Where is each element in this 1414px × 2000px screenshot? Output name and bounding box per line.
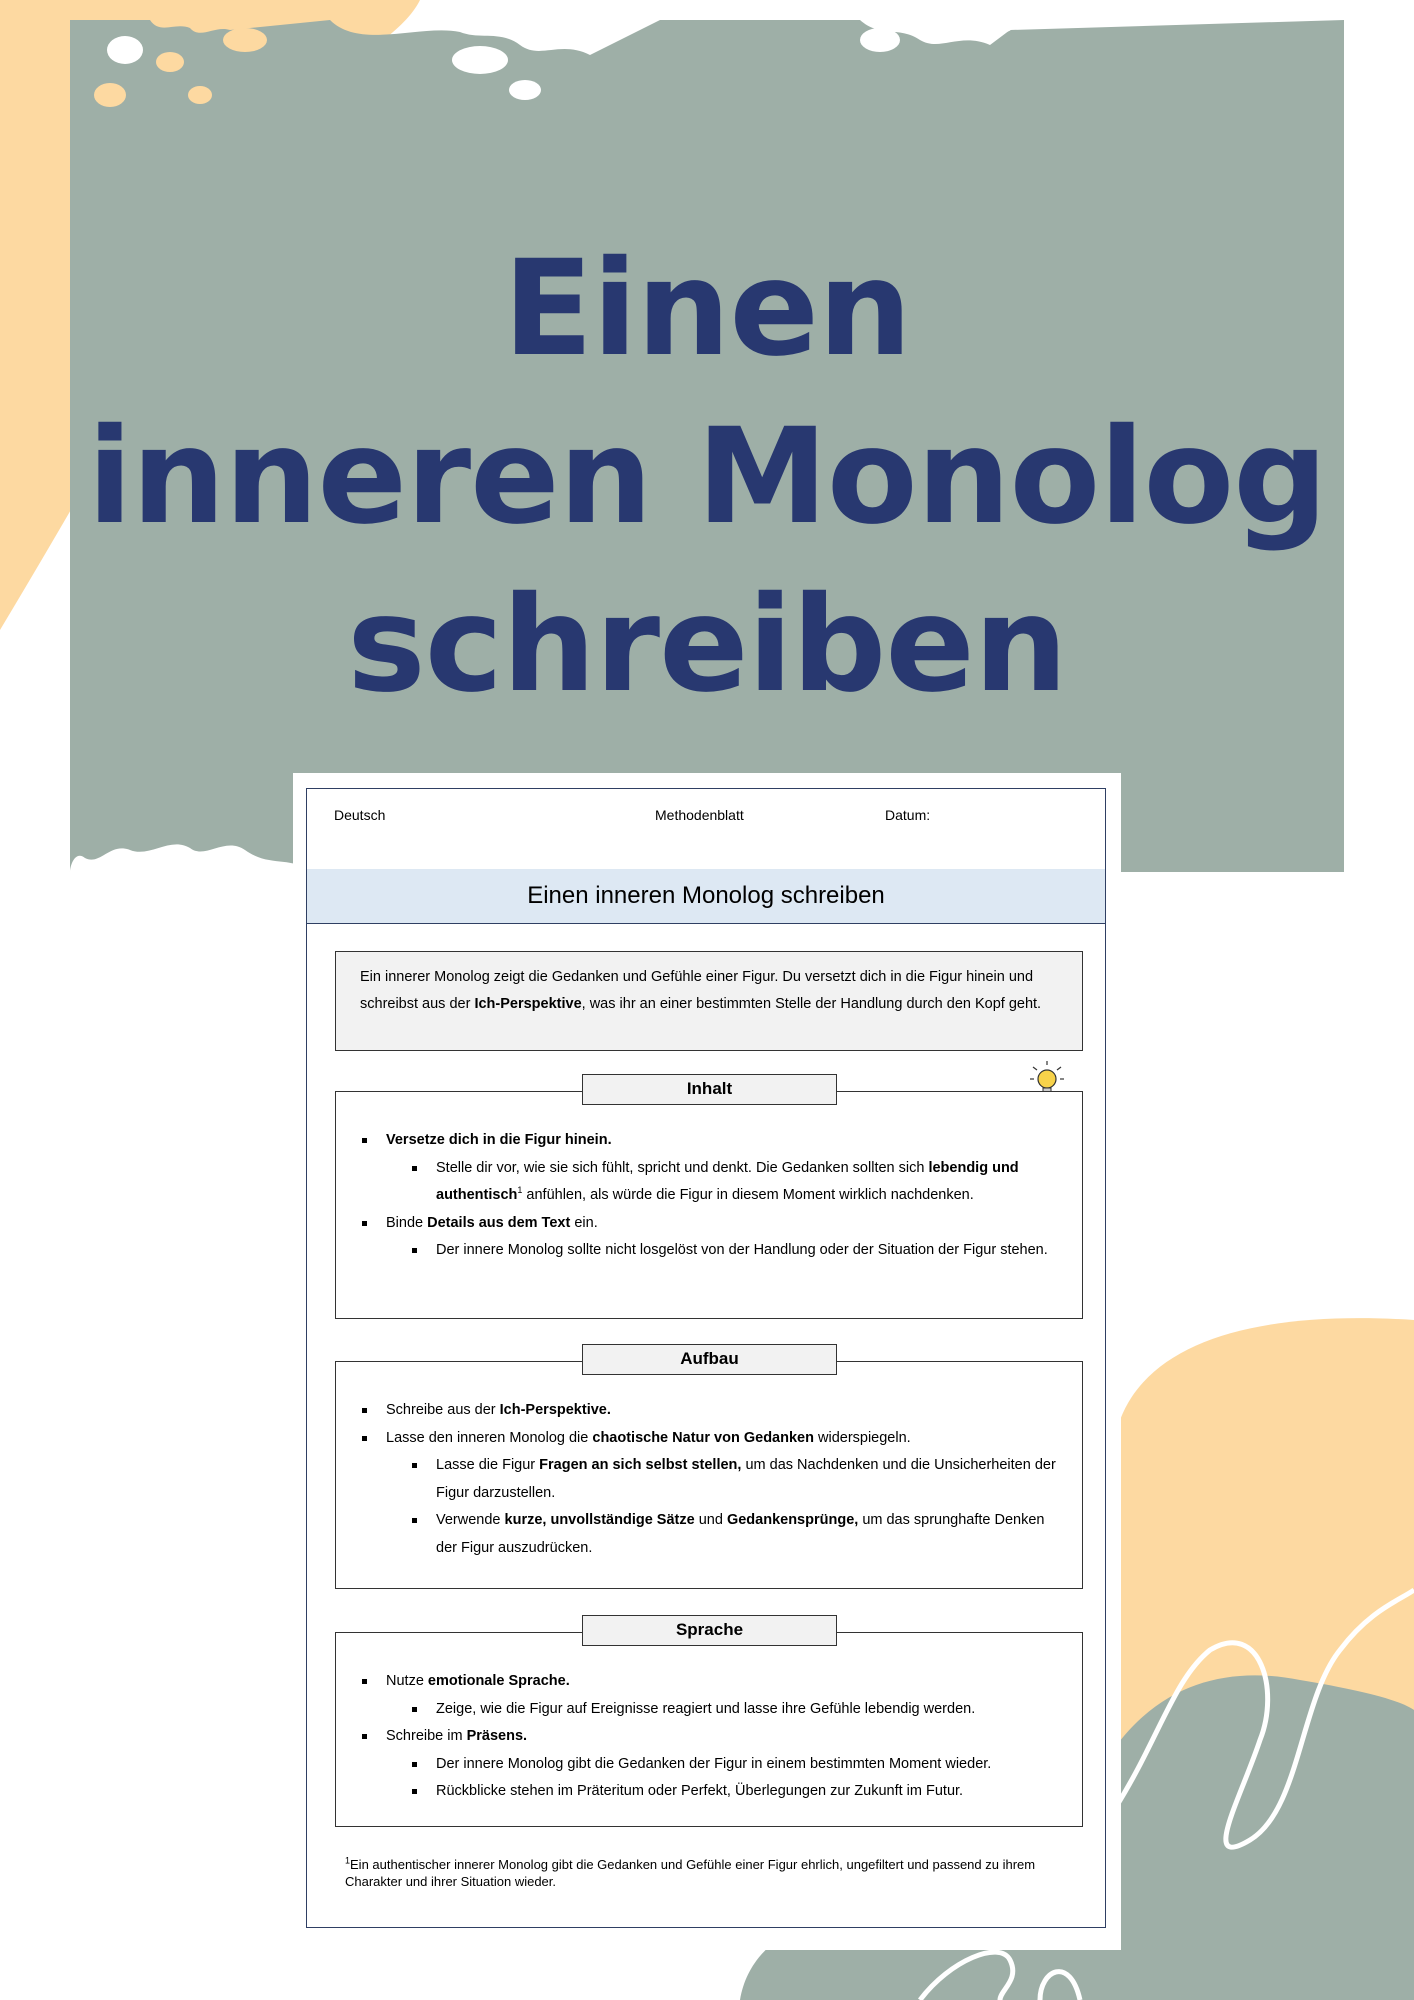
worksheet-frame [306,788,1106,1928]
footnote-text: Ein authentischer innerer Monolog gibt die Gedanken und Gefühle einer Figur ehrlich, ungefiltert und passend zu ihrem Charakter und ihrer Situation wieder. [345,1857,1036,1889]
intro-text-2: , was ihr an einer bestimmten Stelle der Handlung durch den Kopf geht. [581,996,1042,1012]
list-item: Verwende kurze, unvollständige Sätze und Gedankensprünge, um das sprunghafte Denken der Figur auszudrücken. [436,1507,1062,1562]
footnote [345,1856,1065,1890]
aufbau-list [336,1362,1082,1562]
list-item: Lasse die Figur Fragen an sich selbst stellen, um das Nachdenken und die Unsicherheiten der Figur darzustellen. [436,1452,1062,1507]
list-item: Stelle dir vor, wie sie sich fühlt, spricht und denkt. Die Gedanken sollten sich lebendig und authentisch$^1$ anfühlen, als würde die Figur in diesem Moment wirklich nachdenken. [436,1155,1062,1210]
section-label-inhalt: Inhalt [582,1074,837,1105]
list-item: Rückblicke stehen im Präteritum oder Perfekt, Überlegungen zur Zukunft im Futur. [436,1778,1062,1806]
list-item: Schreibe aus der Ich-Perspektive. [360,1397,1062,1425]
inhalt-list [336,1092,1082,1265]
list-item: Lasse den inneren Monolog die chaotische Natur von Gedanken widerspiegeln. Lasse die Figur Fragen an sich selbst stellen, um das Nachdenken und die Unsicherheiten der Figur darzustellen. Verwende kurze, unvollständige Sätze und Gedankensprünge, um das sprunghafte Denken der Figur auszudrücken. [360,1425,1062,1563]
intro-bold: Ich-Perspektive [474,996,582,1012]
section-aufbau [335,1349,1083,1589]
list-item: Der innere Monolog gibt die Gedanken der Figur in einem bestimmten Moment wieder. [436,1751,1062,1779]
list-item: Der innere Monolog sollte nicht losgelöst von der Handlung oder der Situation der Figur stehen. [436,1237,1062,1265]
worksheet-title: Einen inneren Monolog schreiben [307,869,1105,924]
section-label-aufbau: Aufbau [582,1344,837,1375]
list-item: Versetze dich in die Figur hinein. Stelle dir vor, wie sie sich fühlt, spricht und denkt. Die Gedanken sollten sich lebendig und authentisch$^1$ anfühlen, als würde die Figur in diesem Moment wirklich nachdenken. [360,1127,1062,1210]
sheet-type-label: Methodenblatt [655,807,744,823]
footnote-marker: 1 [345,1855,351,1866]
list-item: Zeige, wie die Figur auf Ereignisse reagiert und lasse ihre Gefühle lebendig werden. [436,1696,1062,1724]
hero-title [70,225,1344,729]
date-label: Datum: [885,807,931,823]
sprache-list [336,1633,1082,1806]
subject-label: Deutsch [334,807,386,823]
section-sprache [335,1620,1083,1827]
worksheet-paper [293,773,1121,1950]
list-item: Binde Details aus dem Text ein. Der innere Monolog sollte nicht losgelöst von der Handlung oder der Situation der Figur stehen. [360,1210,1062,1265]
worksheet-header [307,789,1105,870]
hero-title-line-3: schreiben [347,568,1067,722]
hero-title-line-2: inneren Monolog [87,400,1327,554]
intro-box [335,951,1083,1051]
list-item: Nutze emotionale Sprache. Zeige, wie die Figur auf Ereignisse reagiert und lasse ihre Gefühle lebendig werden. [360,1668,1062,1723]
section-label-sprache: Sprache [582,1615,837,1646]
hero-title-line-1: Einen [503,232,911,386]
list-item: Schreibe im Präsens. Der innere Monolog gibt die Gedanken der Figur in einem bestimmten Moment wieder. Rückblicke stehen im Präteritum oder Perfekt, Überlegungen zur Zukunft im Futur. [360,1723,1062,1806]
intro-text-1: Ein innerer Monolog zeigt die Gedanken und Gefühle einer Figur. Du versetzt dich in die Figur hinein und schreibst aus der [360,969,1034,1012]
section-inhalt [335,1079,1083,1319]
